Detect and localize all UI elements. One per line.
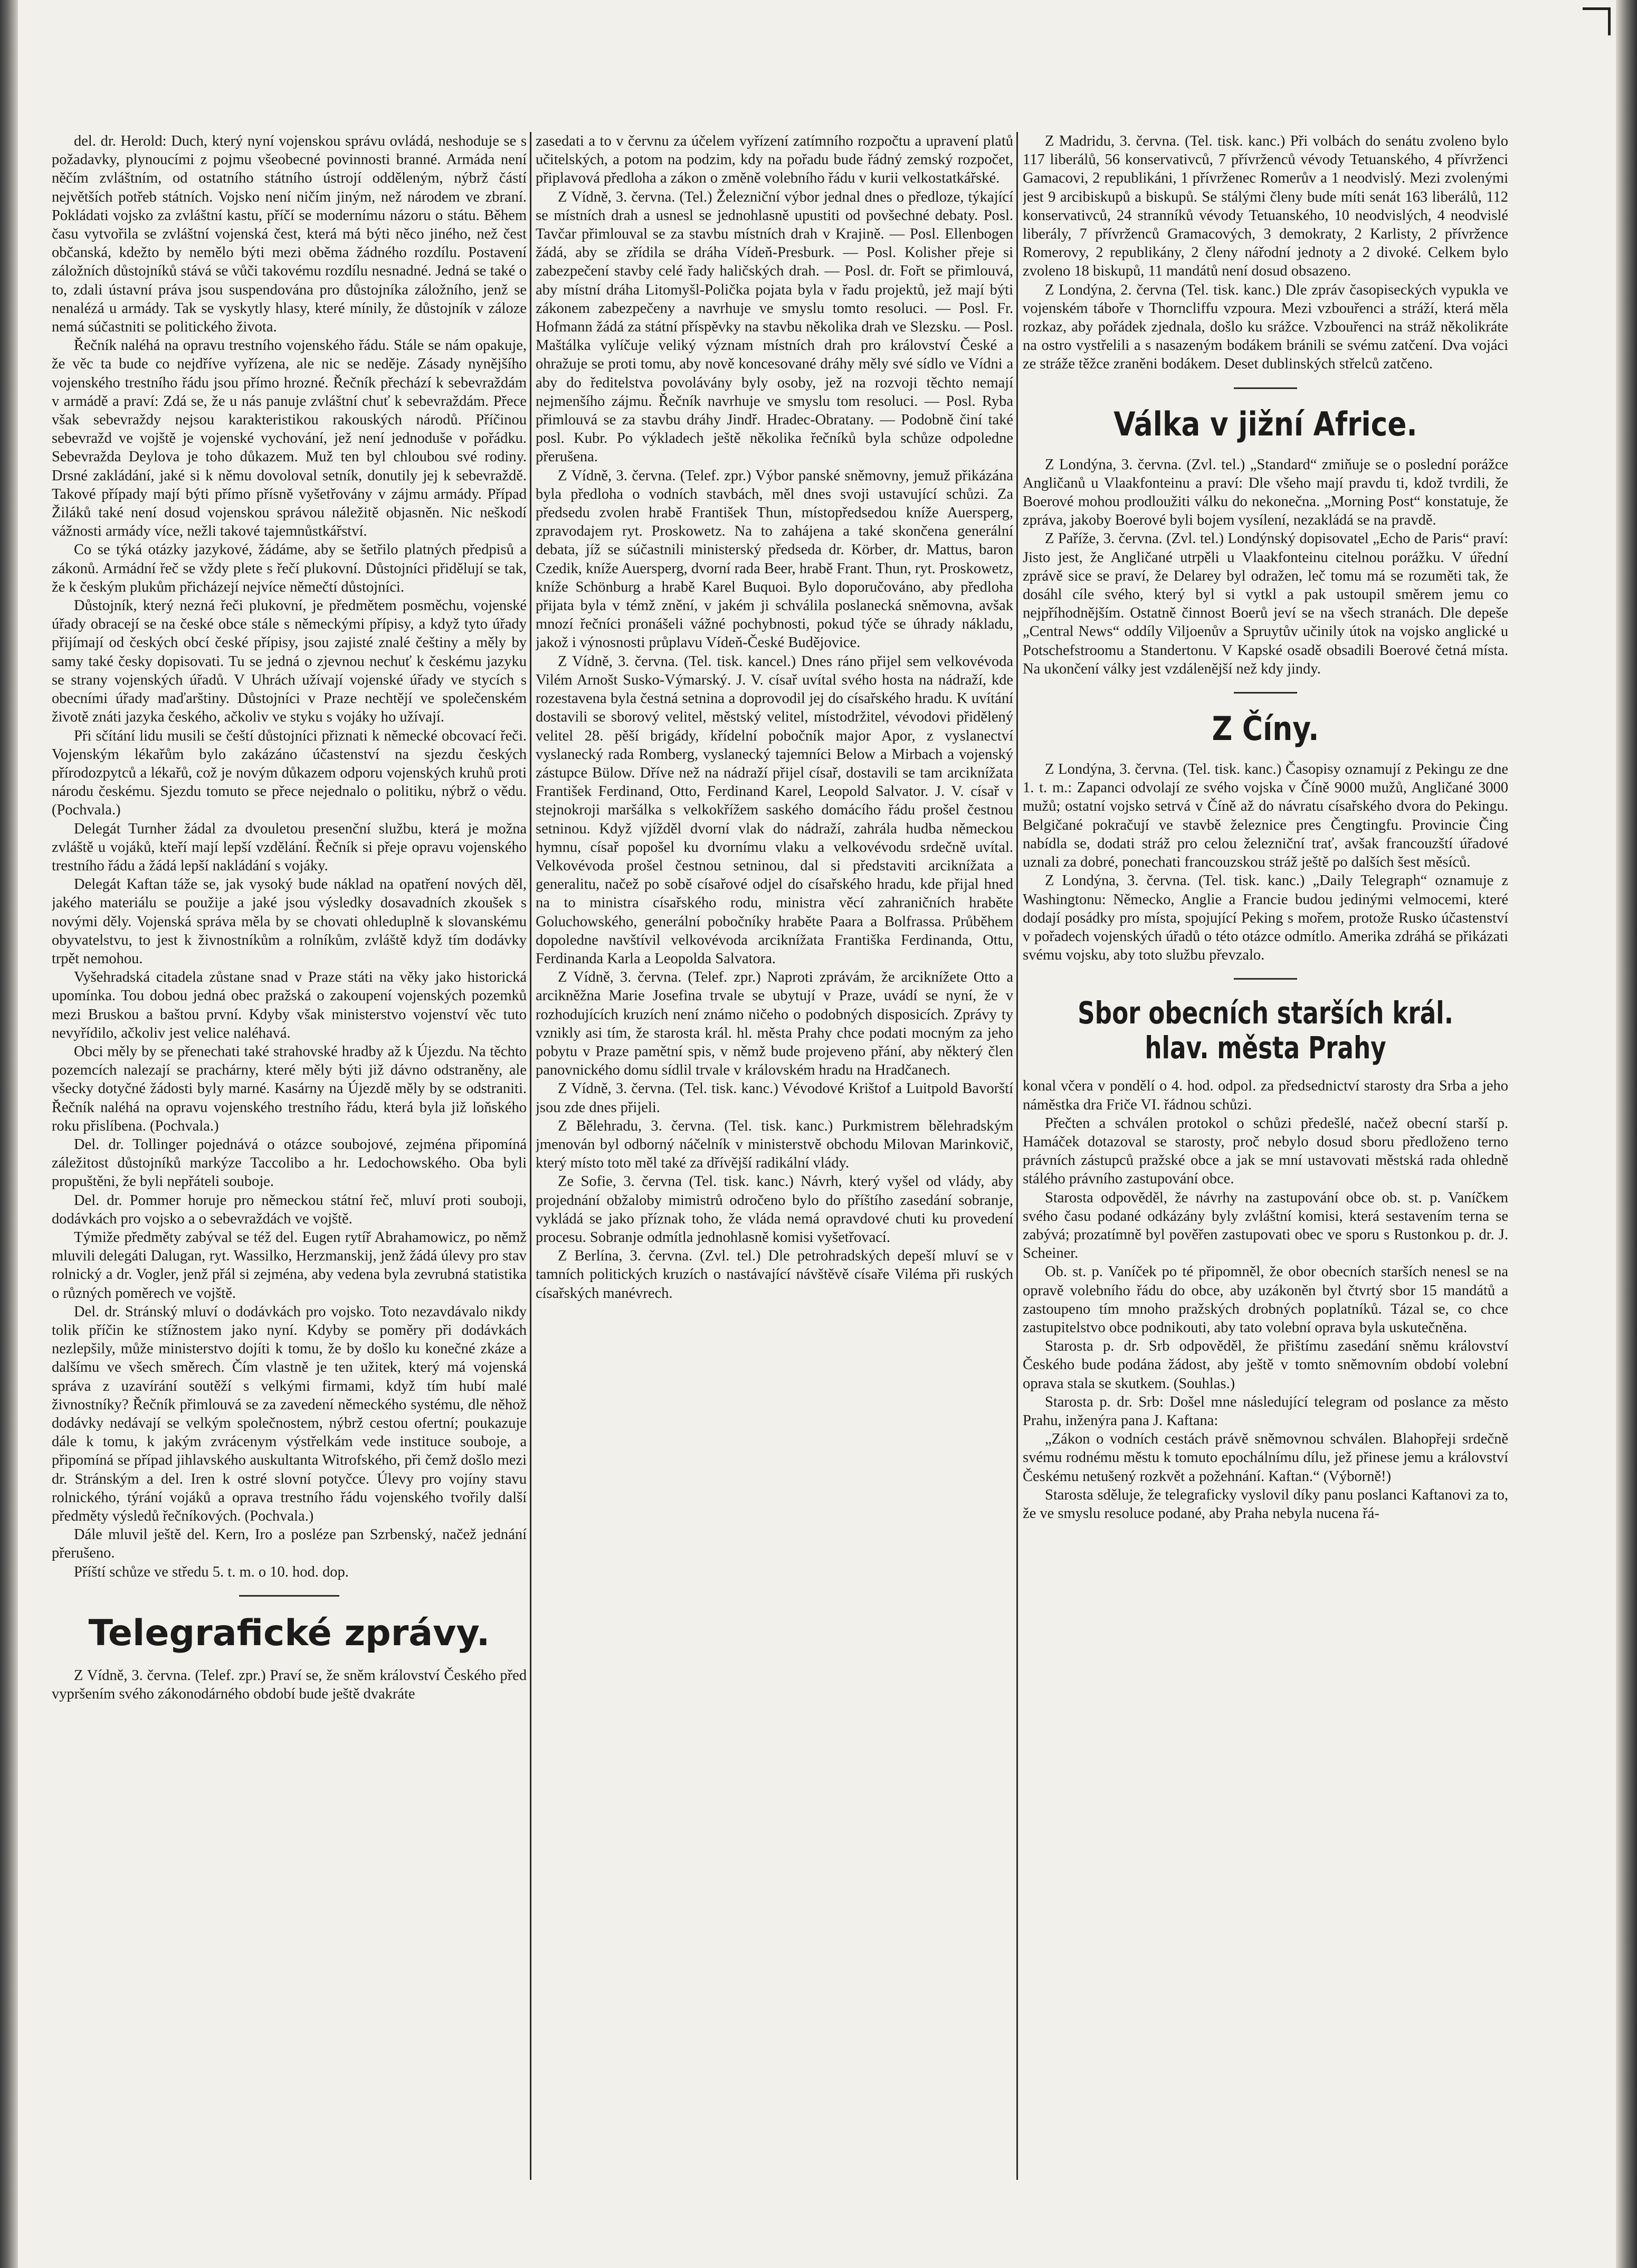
paragraph: Ze Sofie, 3. června (Tel. tisk. kanc.) Návrh, který vyšel od vlády, aby projednání obžaloby mimistrů odročeno bylo do příštího zasedání sobranje, vykládá se jako příznak toho, že vláda nemá opravdové chuti ku provedení procesu. Sobranje odmítla jednohlasně komisi vyšetřovací.	[536, 1173, 1013, 1246]
paragraph: Z Berlína, 3. června. (Zvl. tel.) Dle petrohradských depeší mluví se v tamních politických kruzích o nastávající návštěvě císaře Viléma při ruských císařských manévrech.	[536, 1248, 1013, 1302]
paragraph: Dále mluvil ještě del. Kern, Iro a posléze pan Szrbenský, načež jednání přerušeno.	[52, 1526, 527, 1562]
paragraph: Starosta p. dr. Srb: Došel mne následující telegram od poslance za město Prahu, inženýra pana J. Kaftana:	[1023, 1393, 1508, 1429]
paragraph: Při sčítání lidu musili se čeští důstojníci přiznati k německé obcovací řeči. Vojenským lékařům bylo zakázáno účastenství na sjezdu českých přírodozpytců a lékařů, což je novým důkazem odporu vojenských kruhů proti národu českému. Sjezdu tomuto se přece nejednalo o politiku, nýbrž o vědu. (Pochvala.)	[52, 727, 527, 819]
paragraph: Z Londýna, 2. června (Tel. tisk. kanc.) Dle zpráv časopiseckých vypukla ve vojenském táboře v Thorncliffu vzpoura. Mezi vzbouřenci a stráží, která měla rozkaz, aby pořádek zjednala, došlo ku srážce. Vzbouřenci na stráž několikráte na ostro vystřelili a s nasazeným bodákem bránili se svému zatčení. Dva vojáci ze stráže těžce zraněni bodákem. Deset dublinských střelců zatčeno.	[1023, 281, 1508, 373]
paragraph: „Zákon o vodních cestách právě sněmovnou schválen. Blahopřeji srdečně svému rodnému městu k tomuto epochálnímu dílu, jež přinese jemu a království Českému netušený rozkvět a požehnání. Kaftan.“ (Výborně!)	[1023, 1431, 1508, 1485]
column-middle	[536, 132, 1013, 2169]
paragraph: Z Vídně, 3. června. (Telef. zpr.) Praví se, že sněm království Českého před vypršením svého zákonodárného období bude ještě dvakráte	[52, 1667, 527, 1703]
scan-left-edge	[0, 0, 18, 2268]
paragraph: Řečník naléhá na opravu trestního vojenského řádu. Stále se nám opakuje, že věc ta bude co nejdříve vyřízena, ale nic se neděje. Zásady nynějšího vojenského trestního řádu jsou přímo hrozné. Řečník přechází k sebevraždám v armádě a praví: Zdá se, že u nás panuje zvláštní chuť k sebevraždám. Přece však sebevraždy nejsou karakteristikou rakouských národů. Příčinou sebevražd ve vojště je vojenské vychování, jež není jednoduše v pořádku. Sebevražda Deylova je toho důkazem. Muž ten byl chloubou své rodiny. Drsné zakládání, jaké si k němu dovoloval setník, donutily jej k sebevraždě. Takové případy mají býti přímo přísně vyšetřovány v zájmu armády. Případ Žiláků také není dosud vojenskou správou náležitě objasněn. Nic neškodí vážnosti armády více, nežli takové tajemnůstkářství.	[52, 337, 527, 540]
corner-crop-mark	[1583, 7, 1611, 35]
paragraph: Týmiže předměty zabýval se též del. Eugen rytíř Abrahamowicz, po němž mluvili delegáti Dalugan, ryt. Wassilko, Herzmanskij, jenž žádá úlevy pro stav rolnický a dr. Vogler, jenž přál si zejména, aby vedena byla zevrubná statistika o různých poměrech ve vojště.	[52, 1229, 527, 1302]
scan-right-edge	[1616, 0, 1637, 2268]
section-heading-z-ciny: Z Číny.	[1212, 709, 1319, 748]
paragraph: Příští schůze ve středu 5. t. m. o 10. hod. dop.	[74, 1563, 349, 1580]
paragraph: Z Paříže, 3. června. (Zvl. tel.) Londýnský dopisovatel „Echo de Paris“ praví: Jisto jest, že Angličané utrpěli u Vlaakfonteinu citelnou porážku. V úřední zprávě sice se praví, že Delarey byl odražen, leč tomu má se rozuměti tak, že dosáhl cíle svého, který byl si vytkl a pak ustoupil směrem jemu co nejpříhodnějším. Ostatně činnost Boerů jeví se na všech stranách. Dle depeše „Central News“ oddíly Viljoenův a Spruytův učinily útok na vojsko anglické u Potschefstroomu a Standertonu. V Kapské osadě obsadili Boerové četná místa. Na ukončení války jest vzdálenější než kdy jindy.	[1023, 530, 1508, 677]
paragraph: Del. dr. Stránský mluví o dodávkách pro vojsko. Toto nezavdávalo nikdy tolik příčin ke stížnostem jako nyní. Kdyby se poměry při dodávkách nezlepšily, může ministerstvo dojíti k tomu, že by došlo ku konečné zkáze a dalšímu ve všech směrech. Čím vlastně je ten užitek, který má vojenská správa z uzavírání soutěží s velkými firmami, když tím hubí malé živnostníky? Řečník přimlouvá se za zavedení německého systému, dle něhož dodávky nedávají se velkým společnostem, nýbrž cestou ofertní; poukazuje dále k tomu, k jakým zvrácenym výstřelkám vede instituce souboje, a připomíná se případ jihlavského auskultanta Witrofského, při čemž došlo mezi dr. Stránským a del. Iren k ostré slovní potyčce. Úlevy pro vojíny stavu rolnického, týrání vojáků a oprava trestního řádu vojenského tvořily další předměty výsledů řečníkových. (Pochvala.)	[52, 1303, 527, 1525]
paragraph: Z Vídně, 3. června. (Telef. zpr.) Výbor panské sněmovny, jemuž přikázána byla předloha o vodních stavbách, měl dnes svoji ustavující schůzi. Za předsedu zvolen hrabě František Thun, místopředsedou kníže Auersperg, zpravodajem ryt. Proskowetz. Na to zahájena a také skončena generální debata, jíž se súčastnili ministerský předseda dr. Körber, dr. Mattus, baron Czedik, kníže Auersperg, dvorní rada Beer, hrabě Frant. Thun, ryt. Proskowetz, kníže Schönburg a hrabě Karel Buquoi. Bylo doporučováno, aby předloha přijata byla v témž znění, v jakém ji schválila poslanecká sněmovna, avšak mnozí řečníci pronášeli vážné pochybnosti, pokud týče se úhrady nákladu, jakož i výnosnosti průplavu Vídeň-České Budějovice.	[536, 467, 1013, 651]
paragraph: Delegát Kaftan táže se, jak vysoký bude náklad na opatření nových děl, jakého materiálu se použije a jaké jsou výsledky dosavadních zkoušek s novými děly. Vojenská správa měla by se chovati ohleduplně k slovanskému obyvatelstvu, to jest k živnostníkům a rolníkům, zvláště když tím dodávky trpět nemohou.	[52, 876, 527, 967]
paragraph: Z Vídně, 3. června. (Tel. tisk. kanc.) Vévodové Krištof a Luitpold Bavorští jsou zde dnes přijeli.	[536, 1080, 1013, 1116]
paragraph: Z Vídně, 3. června. (Tel.) Železniční výbor jednal dnes o předloze, týkající se místních drah a usnesl se jednohlasně upustiti od povšechné debaty. Posl. Tavčar přimlouval se za stavbu místních drah v Krajině. — Posl. Ellenbogen žádá, aby se zřídila se dráha Vídeň-Presburk. — Posl. Kolisher přeje si zabezpečení stavby celé řady haličských drah. — Posl. dr. Fořt se přimlouvá, aby místní dráha Litomyšl-Polička pojata byla v řadu projektů, jež mají býti zákonem zabezpečeny a navrhuje ve smyslu tomto resoluci. — Posl. Fr. Hofmann žádá za státní příspěvky na stavbu několika drah ve Slezsku. — Posl. Maštálka vylíčuje veliký význam místních drah pro království České a ohražuje se proti tomu, aby nově koncesované dráhy měly své sídlo ve Vídni a aby do ředitelstva povolávány byly osoby, jež na rozvoji těchto nemají nejmenšího zájmu. Řečník navrhuje ve smyslu tom resoluci. — Posl. Ryba přimlouvá se za stavbu dráhy Jindř. Hradec-Obratany. — Podobně činí také posl. Kubr. Po výkladech ještě několika řečníků byla schůze odpoledne přerušena.	[536, 188, 1013, 466]
paragraph: Ob. st. p. Vaníček po té připomněl, že obor obecních starších nenesl se na opravě volebního řádu do obce, aby uzákoněn byl čtvrtý sbor 15 mandátů a zastoupeno tím mnoho pražských drobných poplatníků. Tázal se, co chce zastupitelstvo obce podnikouti, aby tato volební oprava byla uskutečněna.	[1023, 1264, 1508, 1336]
paragraph: Z Vídně, 3. června. (Telef. zpr.) Naproti zprávám, že arciknížete Otto a arcikněžna Marie Josefina trvale se ubytují v Praze, uvádí se nyní, že v rozhodujících kruzích není známo ničeho o podobných disposicích. Zprávy ty vznikly asi tím, že starosta král. hl. města Prahy chce podati mocným za jeho pobytu v Praze pamětní spis, v němž bude projeveno přání, aby některý člen panovnického domu sídlil trvale v královském hradu na Hradčanech.	[536, 969, 1013, 1079]
section-heading-telegraficke-zpravy: Telegrafické zprávy.	[88, 1612, 490, 1654]
paragraph: Přečten a schválen protokol o schůzi předešlé, načež obecní starší p. Hamáček dotazoval se starosty, proč nebylo dosud sboru předloženo terno právních zástupců pražské obce a jak se mní ustavovati městská rada ohledně stálého právního zastupování obce.	[1023, 1115, 1508, 1188]
column-right	[1023, 132, 1508, 2169]
paragraph: del. dr. Herold: Duch, který nyní vojenskou správu ovládá, neshoduje se s požadavky, plynoucími z pojmu všeobecné povinnosti branné. Armáda není něčím zvláštním, od ostatního státního ústrojí odděleným, nýbrž částí největších potřeb státních. Vojsko není ničím jiným, než národem ve zbraní. Pokládati vojsko za zvláštní kastu, příčí se modernímu názoru o státu. Během času vytvořila se zvláštní vojenská čest, která má býti něco jiného, než čest občanská, kdežto by nemělo býti mezi oběma žádného rozdílu. Postavení záložních důstojníků stává se vůči takovému rozdílu nesnadné. Jedná se také o to, zdali ústavní práva jsou suspendována pro důstojníka záložního, jenž se nenalézá u armády. Tak se vyskytly hlasy, které mínily, že důstojník v záloze nemá súčastniti se politického života.	[52, 133, 527, 336]
paragraph: Obci měly by se přenechati také strahovské hradby až k Újezdu. Na těchto pozemcích nalezají se prachárny, které měly býti již dávno odstraněny, ale všecky dotyčné žádosti byly marné. Kasárny na Újezdě měly by se odstraniti. Řečník naléhá na opravu vojenského trestního řádu, která byla již loňského roku přislíbena. (Pochvala.)	[52, 1043, 527, 1134]
section-separator	[1234, 692, 1297, 694]
paragraph: Vyšehradská citadela zůstane snad v Praze státi na věky jako historická upomínka. Tou dobou jedná obec pražská o zakoupení vojenských pozemků mezi Bruskou a baštou první. Kdyby však ministerstvo vojenství věc tuto nevyřídilo, ačkoliv jest velice naléhavá.	[52, 969, 527, 1041]
paragraph: Del. dr. Tollinger pojednává o otázce soubojové, zejména připomíná záležitost důstojníků markýze Taccolibo a hr. Ledochowského. Oba byli propuštěni, že byli nepřáteli souboje.	[52, 1136, 527, 1190]
paragraph: zasedati a to v červnu za účelem vyřízení zatímního rozpočtu a upravení platů učitelských, a potom na podzim, kdy na pořadu bude řádný zemský rozpočet, připlavová předloha a zákon o změně volebního řádu v kurii velkostatkářské.	[536, 133, 1013, 187]
paragraph: Z Londýna, 3. června. (Tel. tisk. kanc.) „Daily Telegraph“ oznamuje z Washingtonu: Německo, Anglie a Francie budou jedinými velmocemi, které dodají posádky pro místa, spojující Peking s mořem, protože Rusko účastenství v pořadech vojenských úřadů o této otázce odmítlo. Amerika zdráhá se přikázati svému vojsku, aby toto službu převzalo.	[1023, 872, 1508, 964]
section-heading-sbor-obecnich-starsich: Sbor obecních starších král. hlav. města Prahy	[1078, 995, 1453, 1066]
paragraph: Z Londýna, 3. června. (Zvl. tel.) „Standard“ zmiňuje se o poslední porážce Angličanů u Vlaakfonteinu a praví: Dle všeho mají pravdu ti, kdož tvrdili, že Boerové mohou prodloužiti válku do nekonečna. „Morning Post“ konstatuje, že zpráva, jakoby Boerové byli bojem vysílení, nezakládá se na pravdě.	[1023, 456, 1508, 529]
paragraph: Z Londýna, 3. června. (Tel. tisk. kanc.) Časopisy oznamují z Pekingu ze dne 1. t. m.: Zapanci odvolají ze svého vojska v Číně 9000 mužů, Angličané 3000 mužů; ostatní vojsko setrvá v Číně až do návratu císařského dvora do Pekingu. Belgičané pokračují ve stavbě železnice pres Čengtingfu. Provincie Čing nabídla se, dodati stráž pro celou železniční trať, avšak francouzští úřadové uznali za dobré, ponechati francouzskou stráž ještě po dalších šest měsíců.	[1023, 761, 1508, 871]
paragraph: konal včera v pondělí o 4. hod. odpol. za předsednictví starosty dra Srba a jeho náměstka dra Friče VI. řádnou schůzi.	[1023, 1078, 1508, 1113]
section-heading-valka-v-jizni-africe: Válka v jižní Africe.	[1113, 404, 1417, 443]
paragraph: Důstojník, který nezná řeči plukovní, je předmětem posměchu, vojenské úřady obracejí se na české obce stále s německými přípisy, a když tyto úřady přijímají od českých obcí české přípisy, jsou zajisté znalé češtiny a měly by samy také česky dopisovati. Tu se jedná o zjevnou nechuť k českému jazyku se strany vojenských úřadů. V Uhrách užívají vojenské úřady ve stycích s obecními úřady maďarštiny. Důstojníci v Praze nechtějí ve společenském životě znáti jazyka českého, ačkoliv ve styku s vojáky ho užívají.	[52, 597, 527, 726]
paragraph: Delegát Turnher žádal za dvouletou presenční službu, která je možna zvláště u vojáků, kteří mají lepší vzdělání. Řečník si přeje opravu vojenského trestního řádu a žádá lepší nakládání s vojáky.	[52, 820, 527, 874]
paragraph: Z Madridu, 3. června. (Tel. tisk. kanc.) Při volbách do senátu zvoleno bylo 117 liberálů, 56 konservativců, 7 přívrženců vévody Tetuanského, 4 přívrženci Gamacovi, 2 republikáni, 1 přívrženec Romerův a 1 neodvislý. Mezi zvolenými jest 9 arcibiskupů a biskupů. Se stálými členy bude míti senát 163 liberálů, 112 konservativců, 24 stranníků vévody Tetuanského, 10 neodvislých, 4 neodvislé liberály, 7 přívrženců Gramacových, 3 demokraty, 2 Karlisty, 2 přívržence Romerovy, 2 republikány, 2 členy nářodní jednoty a 2 divoké. Celkem bylo zvoleno 18 biskupů, 11 mandátů není dosud obsazeno.	[1023, 133, 1508, 280]
column-rule	[1016, 132, 1018, 2180]
paragraph: Starosta p. dr. Srb odpověděl, že přištímu zasedání sněmu království Českého bude podána žádost, aby ještě v tomto sněmovním období volební oprava stala se skutkem. (Souhlas.)	[1023, 1338, 1508, 1392]
paragraph: Starosta odpověděl, že návrhy na zastupování obce ob. st. p. Vaníčkem svého času podané odkázány byly zvláštní komisi, která sestavením terna se zabývá; prozatímně byl pověřen zastupovati obec ve sporu s Rustonkou p. dr. J. Scheiner.	[1023, 1189, 1508, 1262]
paragraph: Co se týká otázky jazykové, žádáme, aby se šetřilo platných předpisů a zákonů. Armádní řeč se vždy plete s řečí plukovní. Důstojníci přidělují se tak, že k českým plukům přicházejí nejvíce němečtí důstojníci.	[52, 542, 527, 595]
section-separator	[1234, 387, 1297, 389]
section-separator	[239, 1595, 339, 1597]
paragraph: Z Vídně, 3. června. (Tel. tisk. kancel.) Dnes ráno přijel sem velkovévoda Vilém Arnošt Susko-Výmarský. J. V. císař uvítal svého hosta na nádraží, kde rozestavena byla čestná setnina a doprovodil jej do císařského hradu. K uvítání dostavili se sborový velitel, městský velitel, místodržitel, vévodovi přidělený velitel 28. pěší brigády, křídelní pobočník major Apor, z vyslanectví vyslanecký rada Romberg, vyslanecký tajemníci Below a Mirbach a vojenský zástupce Bülow. Dříve než na nádraží přijel císař, dostavili se tam arciknížata František Ferdinand, Otto, Ferdinand Karel, Leopold Salvator. J. V. císař v stejnokroji maršálka s velkokřížem saského domácího řádu prošel čestnou setninou. Když vjížděl dvorní vlak do nádraží, zahrála hudba německou hymnu, císař popošel ku dvornímu vlaku a velkovévodu srdečně uvítal. Velkovévoda prošel čestnou setninou, dal si představiti arciknížata a generalitu, načež po sobě císařové odjel do císařského hradu, kde přijal hned na to ministra císařského rodu, ministra věcí zahraničních hraběte Goluchowského, generální pobočníky hraběte Paara a Bolfrassa. Průběhem dopoledne navštívil velkovévoda arciknížata Františka Ferdinanda, Ottu, Ferdinanda Karla a Leopolda Salvatora.	[536, 653, 1013, 967]
column-left	[52, 132, 527, 2169]
paragraph: Z Bělehradu, 3. června. (Tel. tisk. kanc.) Purkmistrem bělehradským jmenován byl odborný náčelník v ministerstvě obchodu Milovan Marinkovič, který místo toto měl také za dřívější radikální vlády.	[536, 1117, 1013, 1172]
column-rule	[530, 132, 531, 2180]
paragraph: Starosta sděluje, že telegraficky vyslovil díky panu poslanci Kaftanovi za to, že ve smyslu resoluce podané, aby Praha nebyla nucena řá-	[1023, 1486, 1508, 1522]
paragraph: Del. dr. Pommer horuje pro německou státní řeč, mluví proti souboji, dodávkách pro vojsko a o sebevraždách ve vojště.	[52, 1192, 527, 1227]
section-separator	[1234, 978, 1297, 980]
